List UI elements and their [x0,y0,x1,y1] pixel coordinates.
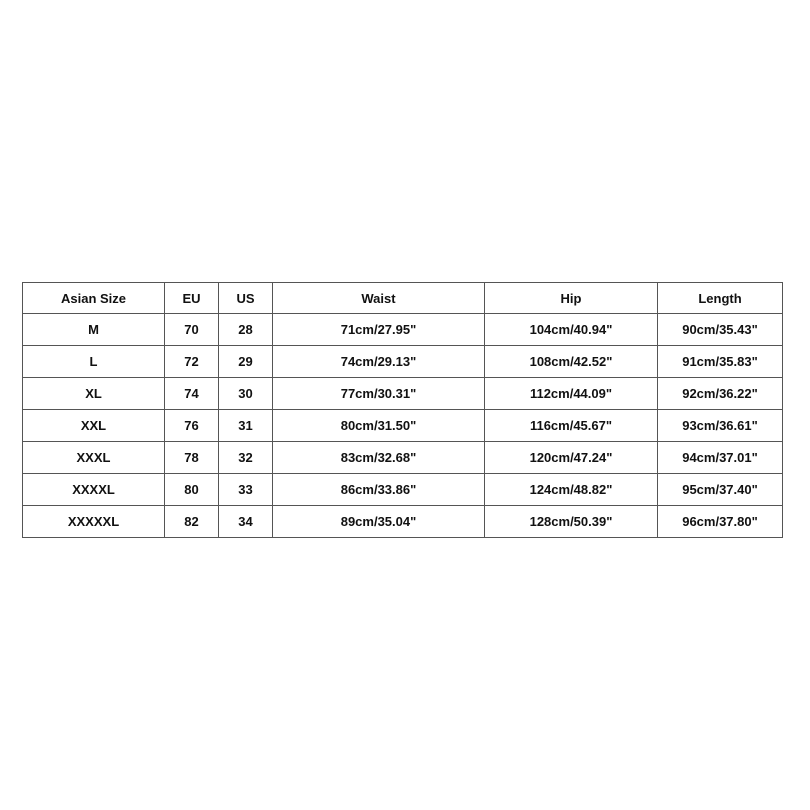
cell-asian-size: XXXL [23,442,165,474]
cell-us: 32 [219,442,273,474]
cell-us: 33 [219,474,273,506]
header-length: Length [658,283,783,314]
table-row [23,378,783,410]
header-waist: Waist [273,283,485,314]
table-row [23,346,783,378]
cell-waist: 71cm/27.95" [273,314,485,346]
cell-us: 29 [219,346,273,378]
cell-eu: 78 [165,442,219,474]
header-asian-size: Asian Size [23,283,165,314]
cell-us: 28 [219,314,273,346]
header-us: US [219,283,273,314]
cell-length: 90cm/35.43" [658,314,783,346]
cell-asian-size: L [23,346,165,378]
cell-length: 96cm/37.80" [658,506,783,538]
cell-length: 94cm/37.01" [658,442,783,474]
cell-asian-size: XL [23,378,165,410]
cell-us: 34 [219,506,273,538]
cell-waist: 77cm/30.31" [273,378,485,410]
cell-hip: 120cm/47.24" [485,442,658,474]
table-row [23,442,783,474]
cell-hip: 104cm/40.94" [485,314,658,346]
cell-us: 31 [219,410,273,442]
cell-eu: 70 [165,314,219,346]
cell-eu: 82 [165,506,219,538]
cell-length: 95cm/37.40" [658,474,783,506]
cell-eu: 76 [165,410,219,442]
cell-asian-size: XXL [23,410,165,442]
cell-waist: 83cm/32.68" [273,442,485,474]
table-row [23,506,783,538]
cell-hip: 112cm/44.09" [485,378,658,410]
cell-eu: 74 [165,378,219,410]
cell-hip: 128cm/50.39" [485,506,658,538]
cell-asian-size: XXXXL [23,474,165,506]
cell-waist: 74cm/29.13" [273,346,485,378]
cell-eu: 72 [165,346,219,378]
header-eu: EU [165,283,219,314]
table-row [23,474,783,506]
cell-length: 92cm/36.22" [658,378,783,410]
table-row [23,410,783,442]
cell-us: 30 [219,378,273,410]
cell-hip: 108cm/42.52" [485,346,658,378]
table-header-row [23,283,783,314]
cell-hip: 124cm/48.82" [485,474,658,506]
size-chart-table [22,282,783,538]
cell-waist: 86cm/33.86" [273,474,485,506]
cell-waist: 80cm/31.50" [273,410,485,442]
header-hip: Hip [485,283,658,314]
cell-length: 93cm/36.61" [658,410,783,442]
cell-eu: 80 [165,474,219,506]
cell-asian-size: XXXXXL [23,506,165,538]
cell-waist: 89cm/35.04" [273,506,485,538]
table-row [23,314,783,346]
cell-asian-size: M [23,314,165,346]
cell-hip: 116cm/45.67" [485,410,658,442]
cell-length: 91cm/35.83" [658,346,783,378]
